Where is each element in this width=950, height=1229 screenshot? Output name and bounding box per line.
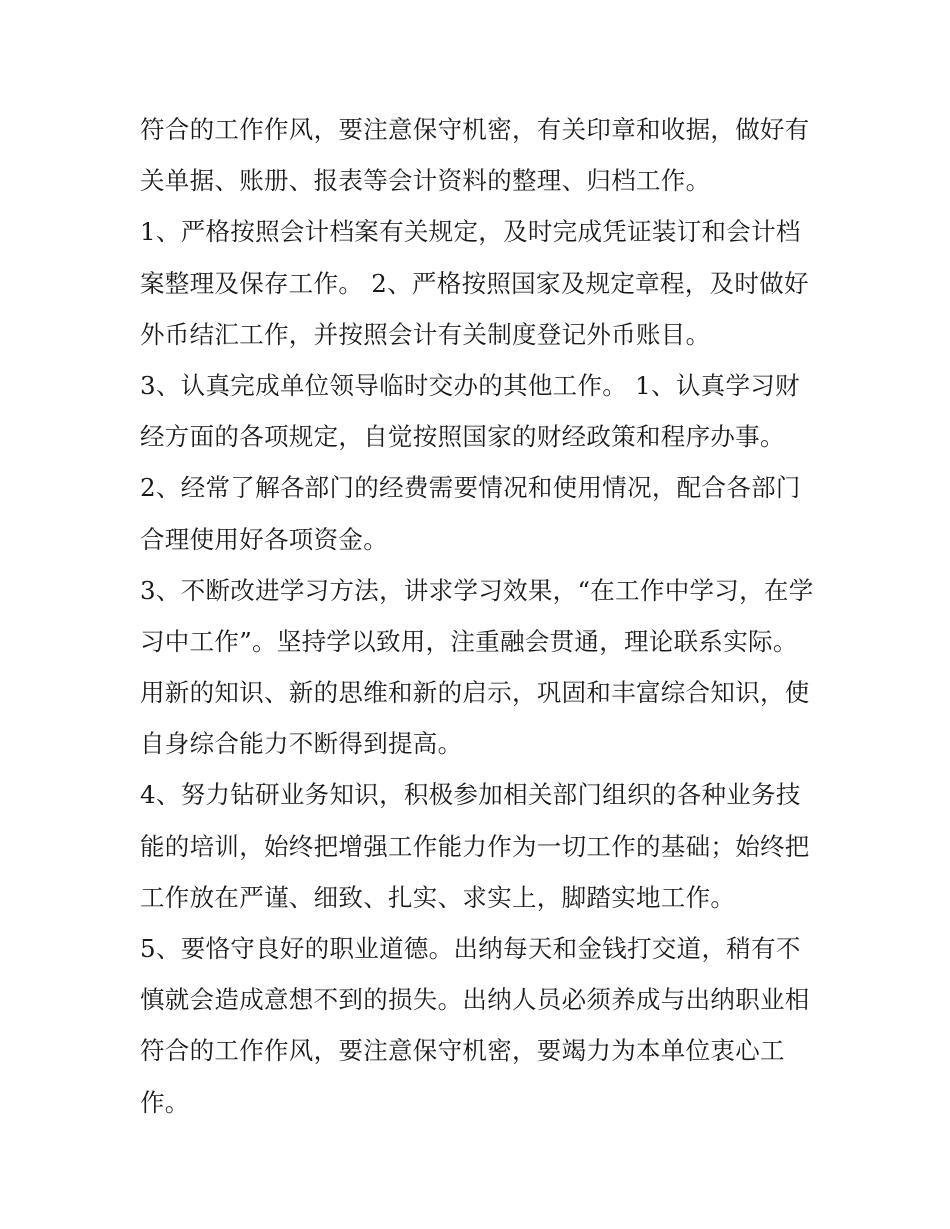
text-line: 用新的知识、新的思维和新的启示，巩固和丰富综合知识，使 <box>140 678 810 708</box>
text-line: 作。 <box>140 1087 190 1117</box>
text-line: 3、认真完成单位领导临时交办的其他工作。 1、认真学习财 <box>140 370 800 400</box>
text-line: 自身综合能力不断得到提高。 <box>140 729 463 759</box>
text-line: 能的培训，始终把增强工作能力作为一切工作的基础；始终把 <box>140 831 810 861</box>
text-line: 案整理及保存工作。 2、严格按照国家及规定章程，及时做好 <box>140 268 809 298</box>
text-line: 合理使用好各项资金。 <box>140 524 388 554</box>
text-line: 经方面的各项规定，自觉按照国家的财经政策和程序办事。 <box>140 422 785 452</box>
text-line: 符合的工作作风，要注意保守机密，要竭力为本单位衷心工 <box>140 1036 785 1066</box>
text-line: 5、要恪守良好的职业道德。出纳每天和金钱打交道，稍有不 <box>140 934 801 963</box>
text-line: 习中工作”。坚持学以致用，注重融会贯通，理论联系实际。 <box>140 626 798 656</box>
text-line: 3、不断改进学习方法，讲求学习效果，“在工作中学习，在学 <box>140 575 814 605</box>
document-body <box>140 104 820 1128</box>
text-line: 符合的工作作风，要注意保守机密，有关印章和收据，做好有 <box>140 115 810 144</box>
text-line: 慎就会造成意想不到的损失。出纳人员必须养成与出纳职业相 <box>140 985 810 1015</box>
text-line: 外币结汇工作，并按照会计有关制度登记外币账目。 <box>140 319 711 349</box>
text-line: 4、努力钻研业务知识，积极参加相关部门组织的各种业务技 <box>140 780 801 810</box>
text-line: 工作放在严谨、细致、扎实、求实上，脚踏实地工作。 <box>140 882 736 912</box>
text-line: 关单据、账册、报表等会计资料的整理、归档工作。 <box>140 166 711 196</box>
text-line: 2、经常了解各部门的经费需要情况和使用情况，配合各部门 <box>140 473 801 503</box>
text-line: 1、严格按照会计档案有关规定，及时完成凭证装订和会计档 <box>140 217 801 247</box>
